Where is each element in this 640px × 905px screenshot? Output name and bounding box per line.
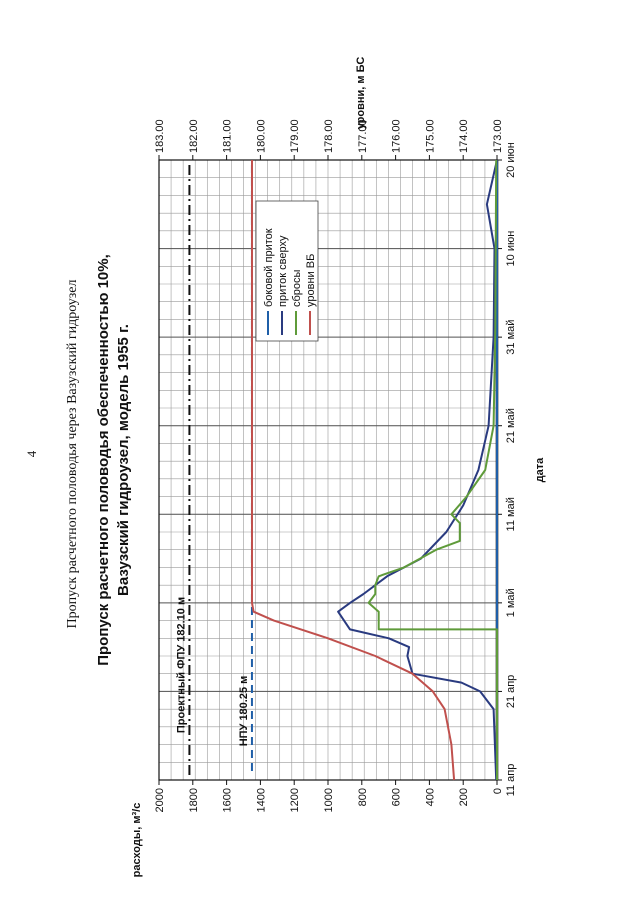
level-tick-label: 175.00 [424, 119, 437, 153]
flow-tick-label: 2000 [154, 788, 166, 813]
legend-label: уровни ВБ [305, 253, 317, 307]
legend-label: боковой приток [263, 228, 275, 307]
flow-tick-label: 200 [458, 788, 471, 807]
flow-tick-label: 1200 [289, 788, 302, 813]
reference-line-label: НПУ 180.25 м [237, 675, 250, 747]
flow-tick-label: 600 [390, 788, 403, 807]
date-tick-label: 21 май [505, 408, 517, 444]
level-tick-label: 176.00 [390, 119, 403, 153]
series-line [338, 160, 497, 780]
flow-tick-label: 800 [356, 788, 369, 807]
level-tick-label: 173.00 [492, 119, 504, 153]
date-tick-label: 1 май [505, 588, 517, 618]
plot-grid [159, 160, 497, 780]
page-caption: Пропуск расчетного половодья через Вазузский гидроузел [65, 279, 80, 629]
date-axis-title: дата [534, 457, 546, 483]
flow-tick-label: 0 [492, 788, 504, 795]
chart-title [95, 254, 132, 666]
chart-title-line: Вазузский гидроузел, модель 1955 г. [115, 324, 132, 596]
level-tick-label: 177.00 [356, 119, 369, 153]
level-axis-title: уровни, м БС [355, 56, 367, 130]
flow-tick-label: 1000 [323, 788, 335, 813]
level-tick-label: 179.00 [289, 119, 302, 153]
legend-label: сбросы [291, 269, 303, 307]
date-tick-label: 21 апр [505, 674, 517, 709]
legend-label: приток сверху [277, 235, 289, 307]
chart-title-line: Пропуск расчетного половодья обеспеченностью 10%, [95, 254, 112, 666]
level-tick-label: 181.00 [221, 119, 234, 153]
flow-axis-title: расходы, м³/с [131, 802, 143, 878]
reference-line-label: Проектный ФПУ 182.10 м [175, 596, 188, 734]
legend [256, 201, 318, 341]
level-tick-label: 178.00 [323, 119, 335, 153]
date-tick-label: 31 май [505, 319, 517, 355]
level-tick-label: 174.00 [458, 119, 471, 153]
date-tick-label: 11 апр [505, 763, 517, 797]
level-tick-label: 180.00 [255, 119, 268, 153]
date-tick-label: 10 июн [505, 230, 517, 267]
level-tick-label: 182.00 [187, 119, 200, 153]
flow-tick-label: 400 [424, 788, 437, 807]
flow-tick-label: 1400 [255, 788, 268, 813]
flow-tick-label: 1800 [187, 788, 200, 813]
date-tick-label: 20 июн [505, 142, 517, 178]
page-number: 4 [24, 450, 39, 458]
flow-tick-label: 1600 [221, 788, 234, 813]
level-tick-label: 183.00 [154, 119, 166, 153]
date-tick-label: 11 май [505, 497, 517, 532]
